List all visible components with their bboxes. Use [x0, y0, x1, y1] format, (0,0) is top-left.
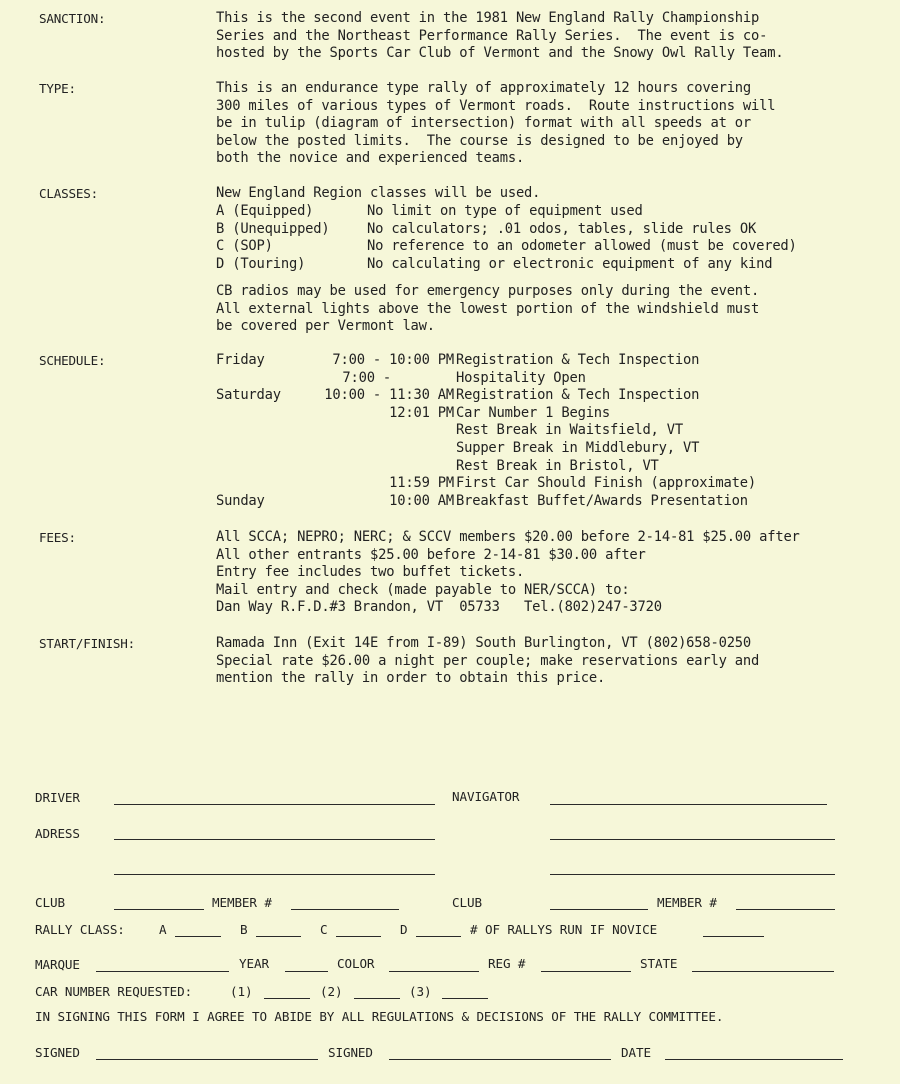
schedule-event: First Car Should Finish (approximate) — [456, 475, 756, 492]
rallys-run-field[interactable] — [703, 936, 764, 937]
car-number-option-2-label: (2) — [320, 984, 343, 999]
start-finish-label: START/FINISH: — [39, 636, 135, 651]
schedule-times — [324, 352, 454, 510]
fees-label: FEES: — [39, 530, 76, 545]
schedule-day — [216, 440, 281, 458]
class-name: C (SOP) — [216, 238, 273, 255]
class-name: B (Unequipped) — [216, 220, 330, 237]
driver-club-field[interactable] — [114, 909, 204, 910]
car-number-option-1-label: (1) — [230, 984, 253, 999]
car-number-option-3-label: (3) — [409, 984, 432, 999]
classes-note — [216, 283, 759, 336]
text-line: both the novice and experienced teams. — [216, 150, 525, 167]
navigator-club-label: CLUB — [452, 895, 482, 910]
text-line: Entry fee includes two buffet tickets. — [216, 564, 525, 581]
type-text — [216, 80, 775, 168]
text-line: mention the rally in order to obtain this price. — [216, 670, 606, 687]
car-number-option-3-field[interactable] — [442, 998, 488, 999]
schedule-event: Registration & Tech Inspection — [456, 352, 700, 368]
schedule-event: Supper Break in Middlebury, VT — [456, 439, 700, 456]
class-desc: No limit on type of equipment used — [367, 203, 643, 219]
schedule-day: Saturday — [216, 387, 281, 404]
text-line: All SCCA; NEPRO; NERC; & SCCV members $20.00 before 2-14-81 $25.00 after — [216, 529, 800, 545]
text-line: be covered per Vermont law. — [216, 318, 435, 335]
signature-field-2[interactable] — [389, 1059, 611, 1060]
schedule-day — [216, 458, 281, 476]
state-label: STATE — [640, 956, 678, 971]
sanction-text — [216, 10, 783, 63]
class-name: A (Equipped) — [216, 203, 314, 219]
date-label: DATE — [621, 1045, 651, 1060]
signed-label-2: SIGNED — [328, 1045, 373, 1060]
schedule-time — [324, 422, 454, 440]
navigator-label: NAVIGATOR — [452, 789, 520, 804]
class-b-field[interactable] — [256, 936, 301, 937]
class-d-label: D — [400, 922, 408, 937]
class-a-label: A — [159, 922, 167, 937]
class-b-label: B — [240, 922, 248, 937]
text-line: This is the second event in the 1981 New England Rally Championship — [216, 10, 760, 26]
schedule-day — [216, 370, 281, 388]
text-line: 300 miles of various types of Vermont roads. Route instructions will — [216, 97, 776, 114]
schedule-time — [324, 440, 454, 458]
schedule-events — [456, 352, 756, 510]
sanction-label: SANCTION: — [39, 11, 106, 26]
reg-field[interactable] — [541, 971, 631, 972]
car-number-label: CAR NUMBER REQUESTED: — [35, 984, 193, 999]
class-d-field[interactable] — [416, 936, 461, 937]
class-name: D (Touring) — [216, 255, 306, 272]
car-number-option-1-field[interactable] — [264, 998, 310, 999]
start-finish-text — [216, 635, 759, 688]
schedule-time — [324, 458, 454, 476]
schedule-day — [216, 475, 281, 493]
class-desc: No calculators; .01 odos, tables, slide rules OK — [367, 220, 757, 237]
navigator-address-field[interactable] — [550, 839, 835, 840]
text-line: This is an endurance type rally of approximately 12 hours covering — [216, 80, 752, 96]
address-label: ADRESS — [35, 826, 80, 841]
driver-address-field-2[interactable] — [114, 874, 435, 875]
schedule-time: 7:00 - — [334, 369, 392, 386]
text-line: hosted by the Sports Car Club of Vermont and the Snowy Owl Rally Team. — [216, 45, 784, 62]
driver-address-field[interactable] — [114, 839, 435, 840]
navigator-address-field-2[interactable] — [550, 874, 835, 875]
text-line: All other entrants $25.00 before 2-14-81 $30.00 after — [216, 546, 646, 563]
navigator-club-field[interactable] — [550, 909, 648, 910]
reg-label: REG # — [488, 956, 526, 971]
fees-text — [216, 529, 800, 617]
class-descriptions — [367, 203, 797, 273]
schedule-day — [216, 422, 281, 440]
signed-label-1: SIGNED — [35, 1045, 80, 1060]
navigator-field[interactable] — [550, 804, 827, 805]
text-line: Ramada Inn (Exit 14E from I-89) South Burlington, VT (802)658-0250 — [216, 635, 752, 651]
schedule-time: 10:00 AM — [389, 492, 454, 509]
schedule-label: SCHEDULE: — [39, 353, 106, 368]
driver-label: DRIVER — [35, 790, 80, 805]
state-field[interactable] — [692, 971, 834, 972]
schedule-event: Car Number 1 Begins — [456, 404, 611, 421]
text-line: be in tulip (diagram of intersection) format with all speeds at or — [216, 115, 752, 132]
class-desc: No calculating or electronic equipment of any kind — [367, 255, 773, 272]
driver-club-label: CLUB — [35, 895, 65, 910]
driver-member-field[interactable] — [291, 909, 399, 910]
driver-field[interactable] — [114, 804, 435, 805]
schedule-event: Breakfast Buffet/Awards Presentation — [456, 492, 748, 509]
class-c-field[interactable] — [336, 936, 381, 937]
schedule-event: Rest Break in Waitsfield, VT — [456, 422, 683, 439]
color-label: COLOR — [337, 956, 375, 971]
navigator-member-field[interactable] — [736, 909, 835, 910]
class-desc: No reference to an odometer allowed (must be covered) — [367, 238, 797, 255]
schedule-day — [216, 405, 281, 423]
schedule-time: 12:01 PM — [389, 404, 454, 421]
agreement-text: IN SIGNING THIS FORM I AGREE TO ABIDE BY ALL REGULATIONS & DECISIONS OF THE RALLY COMMITTEE. — [35, 1009, 724, 1024]
car-number-option-2-field[interactable] — [354, 998, 400, 999]
driver-member-label: MEMBER # — [212, 895, 272, 910]
classes-label: CLASSES: — [39, 186, 99, 201]
text-line: Special rate $26.00 a night per couple; make reservations early and — [216, 652, 760, 669]
rallys-run-label: # OF RALLYS RUN IF NOVICE — [470, 922, 658, 937]
type-label: TYPE: — [39, 81, 76, 96]
text-line: CB radios may be used for emergency purposes only during the event. — [216, 283, 760, 299]
class-c-label: C — [320, 922, 328, 937]
schedule-day: Sunday — [216, 492, 265, 509]
text-line: Series and the Northeast Performance Rally Series. The event is co- — [216, 27, 768, 44]
signature-field-1[interactable] — [96, 1059, 318, 1060]
year-label: YEAR — [239, 956, 269, 971]
marque-label: MARQUE — [35, 957, 80, 972]
schedule-event: Hospitality Open — [456, 369, 586, 386]
text-line: Mail entry and check (made payable to NER/SCCA) to: — [216, 581, 630, 598]
color-field[interactable] — [389, 971, 479, 972]
text-line: Dan Way R.F.D.#3 Brandon, VT 05733 Tel.(802)247-3720 — [216, 599, 662, 616]
text-line: All external lights above the lowest portion of the windshield must — [216, 300, 760, 317]
classes-intro: New England Region classes will be used. — [216, 185, 541, 201]
schedule-time: 10:00 - 11:30 AM — [324, 387, 454, 404]
rally-class-label: RALLY CLASS: — [35, 922, 125, 937]
class-names — [216, 203, 330, 273]
schedule-event: Registration & Tech Inspection — [456, 387, 700, 404]
schedule-event: Rest Break in Bristol, VT — [456, 457, 659, 474]
class-a-field[interactable] — [175, 936, 221, 937]
text-line: below the posted limits. The course is designed to be enjoyed by — [216, 132, 743, 149]
schedule-day: Friday — [216, 352, 265, 368]
schedule-days — [216, 352, 281, 510]
schedule-time: 11:59 PM — [389, 475, 454, 492]
navigator-member-label: MEMBER # — [657, 895, 717, 910]
schedule-time: 7:00 - 10:00 PM — [324, 352, 454, 368]
year-field[interactable] — [285, 971, 328, 972]
marque-field[interactable] — [96, 971, 229, 972]
date-field[interactable] — [665, 1059, 843, 1060]
